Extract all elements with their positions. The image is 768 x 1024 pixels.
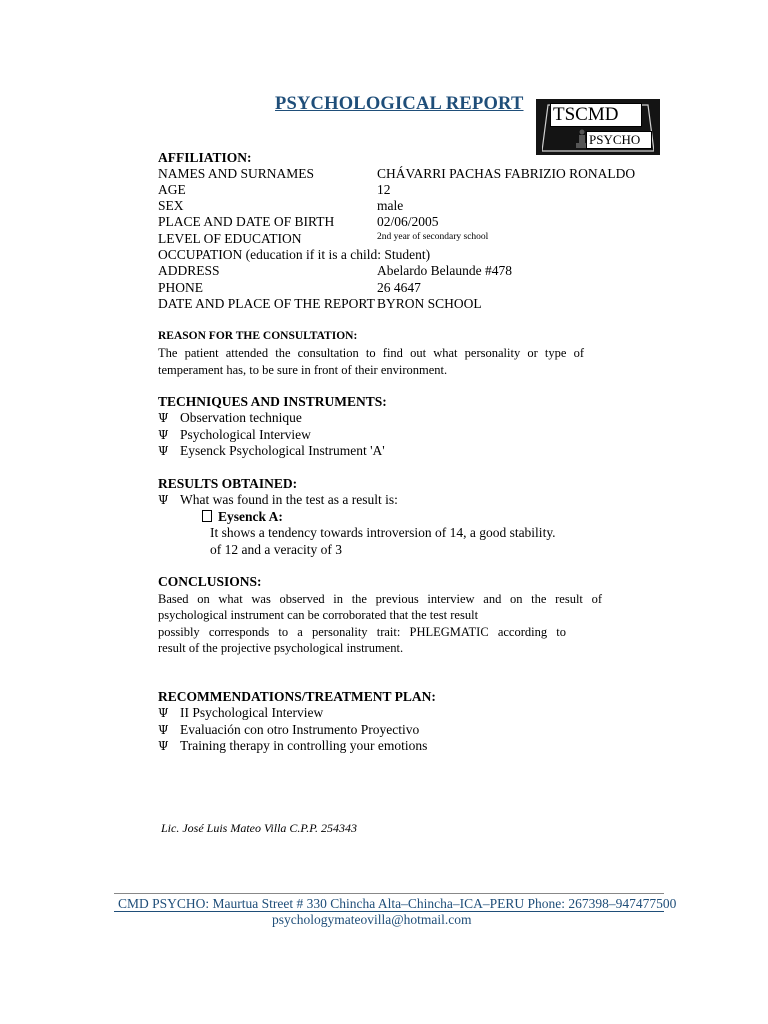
psi-bullet-icon: Ψ <box>158 739 169 753</box>
footer-email[interactable]: psychologymateovilla@hotmail.com <box>272 912 472 927</box>
value-names: CHÁVARRI PACHAS FABRIZIO RONALDO <box>377 166 636 181</box>
technique-item <box>158 443 385 460</box>
results-subheading <box>202 509 283 526</box>
affiliation-heading: AFFILIATION: <box>158 150 252 165</box>
technique-item-label: Psychological Interview <box>180 427 311 442</box>
recommendations-heading: RECOMMENDATIONS/TREATMENT PLAN: <box>158 689 436 704</box>
recommendation-item-label: Training therapy in controlling your emotions <box>180 738 428 753</box>
psi-bullet-icon: Ψ <box>158 428 169 442</box>
recommendation-item-label: Evaluación con otro Instrumento Proyectivo <box>180 722 420 737</box>
logo-text-bottom: PSYCHO <box>586 131 652 149</box>
label-report-place: DATE AND PLACE OF THE REPORT <box>158 296 375 311</box>
results-intro-text: What was found in the test as a result is: <box>180 492 398 507</box>
technique-item-label: Eysenck Psychological Instrument 'A' <box>180 443 385 458</box>
psi-bullet-icon: Ψ <box>158 411 169 425</box>
technique-item-label: Observation technique <box>180 410 302 425</box>
footer-address: CMD PSYCHO: Maurtua Street # 330 Chincha Alta–Chincha–ICA–PERU Phone: 267398–947477500 <box>118 896 677 911</box>
technique-item <box>158 427 311 444</box>
conclusions-line-4: result of the projective psychological instrument. <box>158 641 404 655</box>
recommendation-item <box>158 722 419 739</box>
label-address: ADDRESS <box>158 263 220 278</box>
technique-item <box>158 410 302 427</box>
value-report-place: BYRON SCHOOL <box>377 296 482 311</box>
label-phone: PHONE <box>158 280 204 295</box>
value-birth: 02/06/2005 <box>377 214 439 229</box>
conclusions-heading: CONCLUSIONS: <box>158 574 262 589</box>
report-title: PSYCHOLOGICAL REPORT <box>275 94 524 114</box>
psi-bullet-icon: Ψ <box>158 444 169 458</box>
value-sex: male <box>377 198 404 213</box>
reason-heading: REASON FOR THE CONSULTATION: <box>158 330 358 342</box>
psi-bullet-icon: Ψ <box>158 493 169 507</box>
conclusions-line-1: Based on what was observed in the previous interview and on the result of <box>158 592 602 606</box>
logo-text-top: TSCMD <box>550 103 642 127</box>
label-birth: PLACE AND DATE OF BIRTH <box>158 214 335 229</box>
psi-bullet-icon: Ψ <box>158 706 169 720</box>
label-names: NAMES AND SURNAMES <box>158 166 315 181</box>
label-age: AGE <box>158 182 186 197</box>
conclusions-line-3: possibly corresponds to a personality trait: PHLEGMATIC according to <box>158 625 566 639</box>
techniques-heading: TECHNIQUES AND INSTRUMENTS: <box>158 394 387 409</box>
footer-divider <box>114 893 664 894</box>
eysenck-label: Eysenck A: <box>218 509 283 524</box>
recommendation-item <box>158 705 323 722</box>
value-phone: 26 4647 <box>377 280 421 295</box>
results-heading: RESULTS OBTAINED: <box>158 476 298 491</box>
value-education: 2nd year of secondary school <box>377 232 489 242</box>
signature: Lic. José Luis Mateo Villa C.P.P. 254343 <box>161 821 358 835</box>
psi-bullet-icon: Ψ <box>158 723 169 737</box>
checkbox-bullet-icon <box>202 510 212 522</box>
value-address: Abelardo Belaunde #478 <box>377 263 512 278</box>
label-sex: SEX <box>158 198 184 213</box>
label-education: LEVEL OF EDUCATION <box>158 231 302 246</box>
results-line-2: of 12 and a veracity of 3 <box>210 542 342 557</box>
value-age: 12 <box>377 182 391 197</box>
results-line-1: It shows a tendency towards introversion of 14, a good stability. <box>210 525 556 540</box>
label-occupation: OCCUPATION (education if it is a child: Student) <box>158 247 431 262</box>
recommendation-item <box>158 738 427 755</box>
recommendation-item-label: II Psychological Interview <box>180 705 324 720</box>
reason-text: The patient attended the consultation to find out what personality or type of temperament has, to be sure in front of their environment. <box>158 346 584 377</box>
results-intro <box>158 492 398 509</box>
conclusions-line-2: psychological instrument can be corroborated that the test result <box>158 608 479 622</box>
